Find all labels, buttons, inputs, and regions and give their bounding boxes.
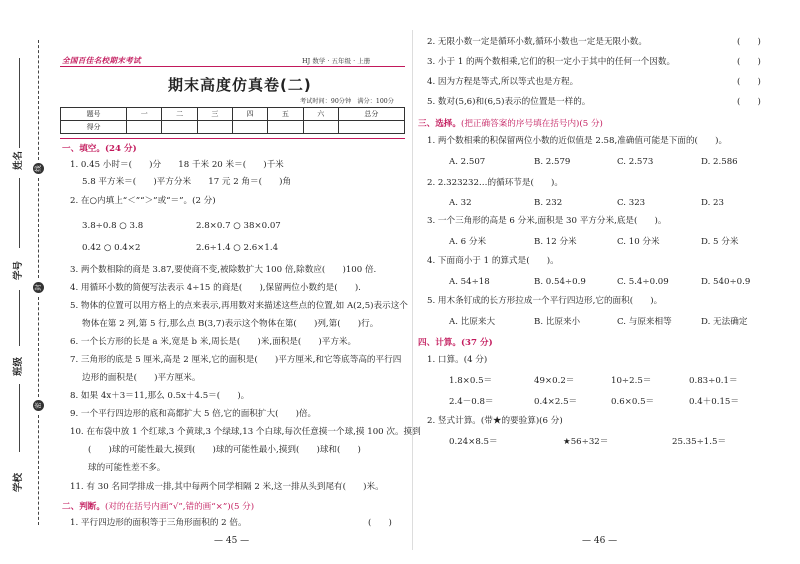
choice-option[interactable]: D. 2.586: [701, 157, 738, 167]
choice-option[interactable]: B. 0.54÷0.9: [534, 277, 586, 287]
section-true-false: [62, 500, 254, 512]
section-fill-blank: 一、填空。(24 分): [62, 144, 137, 154]
table-cell: 四: [232, 108, 267, 121]
exam-time: 考试时间：90分钟 满分：100分: [300, 98, 394, 105]
mental-math-item: 10÷2.5＝: [611, 376, 652, 386]
page-title: 期末高度仿真卷(二): [168, 76, 312, 94]
seal-mark-secret: 密: [33, 400, 44, 411]
name-label: 姓名: [13, 150, 24, 170]
choice-option[interactable]: C. 10 分米: [617, 237, 660, 247]
question-line: 5. 数对(5,6)和(6,5)表示的位置是一样的。: [427, 97, 591, 107]
choice-option[interactable]: A. 比原来大: [449, 317, 496, 327]
choice-option[interactable]: A. 6 分米: [449, 237, 487, 247]
question-line: 2. 竖式计算。(带★的要验算)(6 分): [427, 416, 563, 426]
page-number: — 45 —: [214, 536, 250, 546]
question-line: 3. 小于 1 的两个数相乘,它们的积一定小于其中的任何一个因数。: [427, 57, 676, 67]
score-table-row: [61, 108, 405, 121]
choice-option[interactable]: C. 323: [617, 198, 646, 208]
section-note: (把正确答案的序号填在括号内)(5 分): [460, 119, 603, 129]
divider: [60, 138, 405, 139]
question-line: 1. 平行四边形的面积等于三角形面积的 2 倍。: [70, 518, 247, 528]
question-line: 球的可能性差不多。: [88, 463, 166, 473]
choice-option[interactable]: C. 2.573: [617, 157, 654, 167]
section-title: 三、选择。: [418, 119, 461, 129]
table-cell: 三: [197, 108, 232, 121]
vertical-calc-item: ★56÷32＝: [563, 437, 609, 447]
choice-option[interactable]: B. 12 分米: [534, 237, 577, 247]
question-line: 5. 物体的位置可以用方格上的点来表示,再用数对来描述这些点的位置,如 A(2,5)表示这个: [70, 301, 408, 311]
table-cell: 总分: [338, 108, 404, 121]
choice-option[interactable]: B. 232: [534, 198, 563, 208]
mental-math-item: 0.83÷0.1＝: [689, 376, 738, 386]
series-label: 全国百佳名校期末考试: [62, 56, 141, 65]
score-input-cell[interactable]: [268, 121, 303, 134]
question-line: 1. 口算。(4 分): [427, 355, 488, 365]
cut-line: [38, 415, 39, 525]
question-line: 10. 在布袋中放 1 个红球,3 个黄球,3 个绿球,13 个白球,每次任意摸一个球,摸 100 次。摸到: [70, 427, 421, 437]
question-line: 9. 一个平行四边形的底和高都扩大 5 倍,它的面积扩大( )倍。: [70, 409, 317, 419]
question-line: 边形的面积是( )平方厘米。: [82, 373, 201, 383]
mental-math-item: 0.6×0.5＝: [611, 397, 655, 407]
choice-option[interactable]: A. 54÷18: [449, 277, 490, 287]
number-underline: [19, 178, 20, 248]
choice-option[interactable]: A. 2.507: [449, 157, 486, 167]
question-line: 5.8 平方米＝( )平方分米 17 元 2 角＝( )角: [82, 177, 292, 187]
section-title: 二、判断。: [62, 502, 105, 512]
score-input-cell[interactable]: [127, 121, 162, 134]
table-cell: 一: [127, 108, 162, 121]
section-choice: [418, 117, 603, 129]
section-note: (对的在括号内画“√”,错的画“×”)(5 分): [104, 502, 255, 512]
choice-option[interactable]: C. 与原来相等: [617, 317, 672, 327]
table-cell: 五: [268, 108, 303, 121]
question-line: 8. 如果 4x＋3＝11,那么 0.5x＋4.5＝( )。: [70, 391, 250, 401]
binding-margin: [0, 0, 58, 564]
question-line: 3. 一个三角形的高是 6 分米,面积是 30 平方分米,底是( )。: [427, 216, 667, 226]
choice-option[interactable]: D. 5 分米: [701, 237, 739, 247]
question-line: 4. 因为方程是等式,所以等式也是方程。: [427, 77, 579, 87]
header-rule: [60, 66, 405, 67]
answer-paren[interactable]: ( ): [737, 37, 761, 47]
question-line: 11. 有 30 名同学排成一排,其中每两个同学相隔 2 米,这一排从头到尾有( )米。: [70, 482, 384, 492]
choice-option[interactable]: B. 2.579: [534, 157, 571, 167]
name-underline: [19, 58, 20, 148]
answer-paren[interactable]: ( ): [737, 97, 761, 107]
table-cell: 六: [303, 108, 338, 121]
question-line: ( )球的可能性最大,摸到( )球的可能性最小,摸到( )球和( ): [88, 445, 361, 455]
page-number: — 46 —: [582, 536, 618, 546]
class-underline: [19, 290, 20, 346]
compare-item: 2.6÷1.4 ○ 2.6×1.4: [196, 243, 279, 253]
mental-math-item: 2.4－0.8＝: [449, 397, 494, 407]
class-label: 班级: [13, 356, 24, 376]
question-line: 物体在第 2 列,第 5 行,那么点 B(3,7)表示这个物体在第( )列,第( )行。: [82, 319, 379, 329]
cut-line: [38, 297, 39, 397]
score-input-cell[interactable]: [232, 121, 267, 134]
vertical-calc-item: 25.35÷1.5＝: [672, 437, 727, 447]
grade-tag: HJ 数学 · 五年级 · 上册: [302, 57, 371, 65]
question-line: 7. 三角形的底是 5 厘米,高是 2 厘米,它的面积是( )平方厘米,和它等底等高的平行四: [70, 355, 402, 365]
mental-math-item: 0.4×2.5＝: [534, 397, 578, 407]
choice-option[interactable]: D. 23: [701, 198, 724, 208]
school-underline: [19, 384, 20, 452]
choice-option[interactable]: D. 540÷0.9: [701, 277, 751, 287]
question-line: 6. 一个长方形的长是 a 米,宽是 b 米,周长是( )米,面积是( )平方米。: [70, 337, 357, 347]
table-cell: 二: [162, 108, 197, 121]
question-line: 4. 用循环小数的简便写法表示 4÷15 的商是( ),保留两位小数约是( ).: [70, 283, 361, 293]
question-line: 4. 下面商小于 1 的算式是( )。: [427, 256, 559, 266]
score-input-cell[interactable]: [338, 121, 404, 134]
choice-option[interactable]: A. 32: [449, 198, 472, 208]
answer-paren[interactable]: ( ): [737, 57, 761, 67]
table-cell: 题号: [61, 108, 127, 121]
vertical-calc-item: 0.24×8.5＝: [449, 437, 498, 447]
question-line: 3. 两个数相除的商是 3.87,要使商不变,被除数扩大 100 倍,除数应( )100 倍.: [70, 265, 377, 275]
choice-option[interactable]: D. 无法确定: [701, 317, 748, 327]
score-table-row: [61, 121, 405, 134]
section-calculation: 四、计算。(37 分): [418, 338, 493, 348]
cut-line: [38, 40, 39, 160]
question-line: 2. 2.323232…的循环节是( )。: [427, 178, 563, 188]
score-input-cell[interactable]: [197, 121, 232, 134]
mental-math-item: 0.4＋0.15＝: [689, 397, 739, 407]
question-line: 2. 在○内填上“＜”“＞”或“＝”。(2 分): [70, 196, 216, 206]
score-input-cell[interactable]: [162, 121, 197, 134]
answer-paren[interactable]: ( ): [368, 518, 392, 528]
score-input-cell[interactable]: [303, 121, 338, 134]
compare-item: 0.42 ○ 0.4×2: [82, 243, 141, 253]
seal-mark-line: 线: [33, 163, 44, 174]
school-label: 学校: [13, 472, 24, 492]
mental-math-item: 49×0.2＝: [534, 376, 575, 386]
cut-line: [38, 178, 39, 278]
score-table: [60, 107, 405, 134]
question-line: 1. 0.45 小时＝( )分 18 千米 20 米＝( )千米: [70, 160, 284, 170]
seal-mark-seal: 封: [33, 282, 44, 293]
page-gutter: [412, 30, 413, 550]
compare-item: 3.8÷0.8 ○ 3.8: [82, 221, 144, 231]
choice-option[interactable]: B. 比原来小: [534, 317, 581, 327]
student-number-label: 学号: [13, 260, 24, 280]
table-cell: 得分: [61, 121, 127, 134]
question-line: 5. 用木条钉成的长方形拉成一个平行四边形,它的面积( )。: [427, 296, 663, 306]
question-line: 2. 无限小数一定是循环小数,循环小数也一定是无限小数。: [427, 37, 647, 47]
question-line: 1. 两个数相乘的积保留两位小数的近似值是 2.58,准确值可能是下面的( )。: [427, 136, 728, 146]
compare-item: 2.8×0.7 ○ 38×0.07: [196, 221, 281, 231]
mental-math-item: 1.8×0.5＝: [449, 376, 493, 386]
answer-paren[interactable]: ( ): [737, 77, 761, 87]
choice-option[interactable]: C. 5.4÷0.09: [617, 277, 669, 287]
